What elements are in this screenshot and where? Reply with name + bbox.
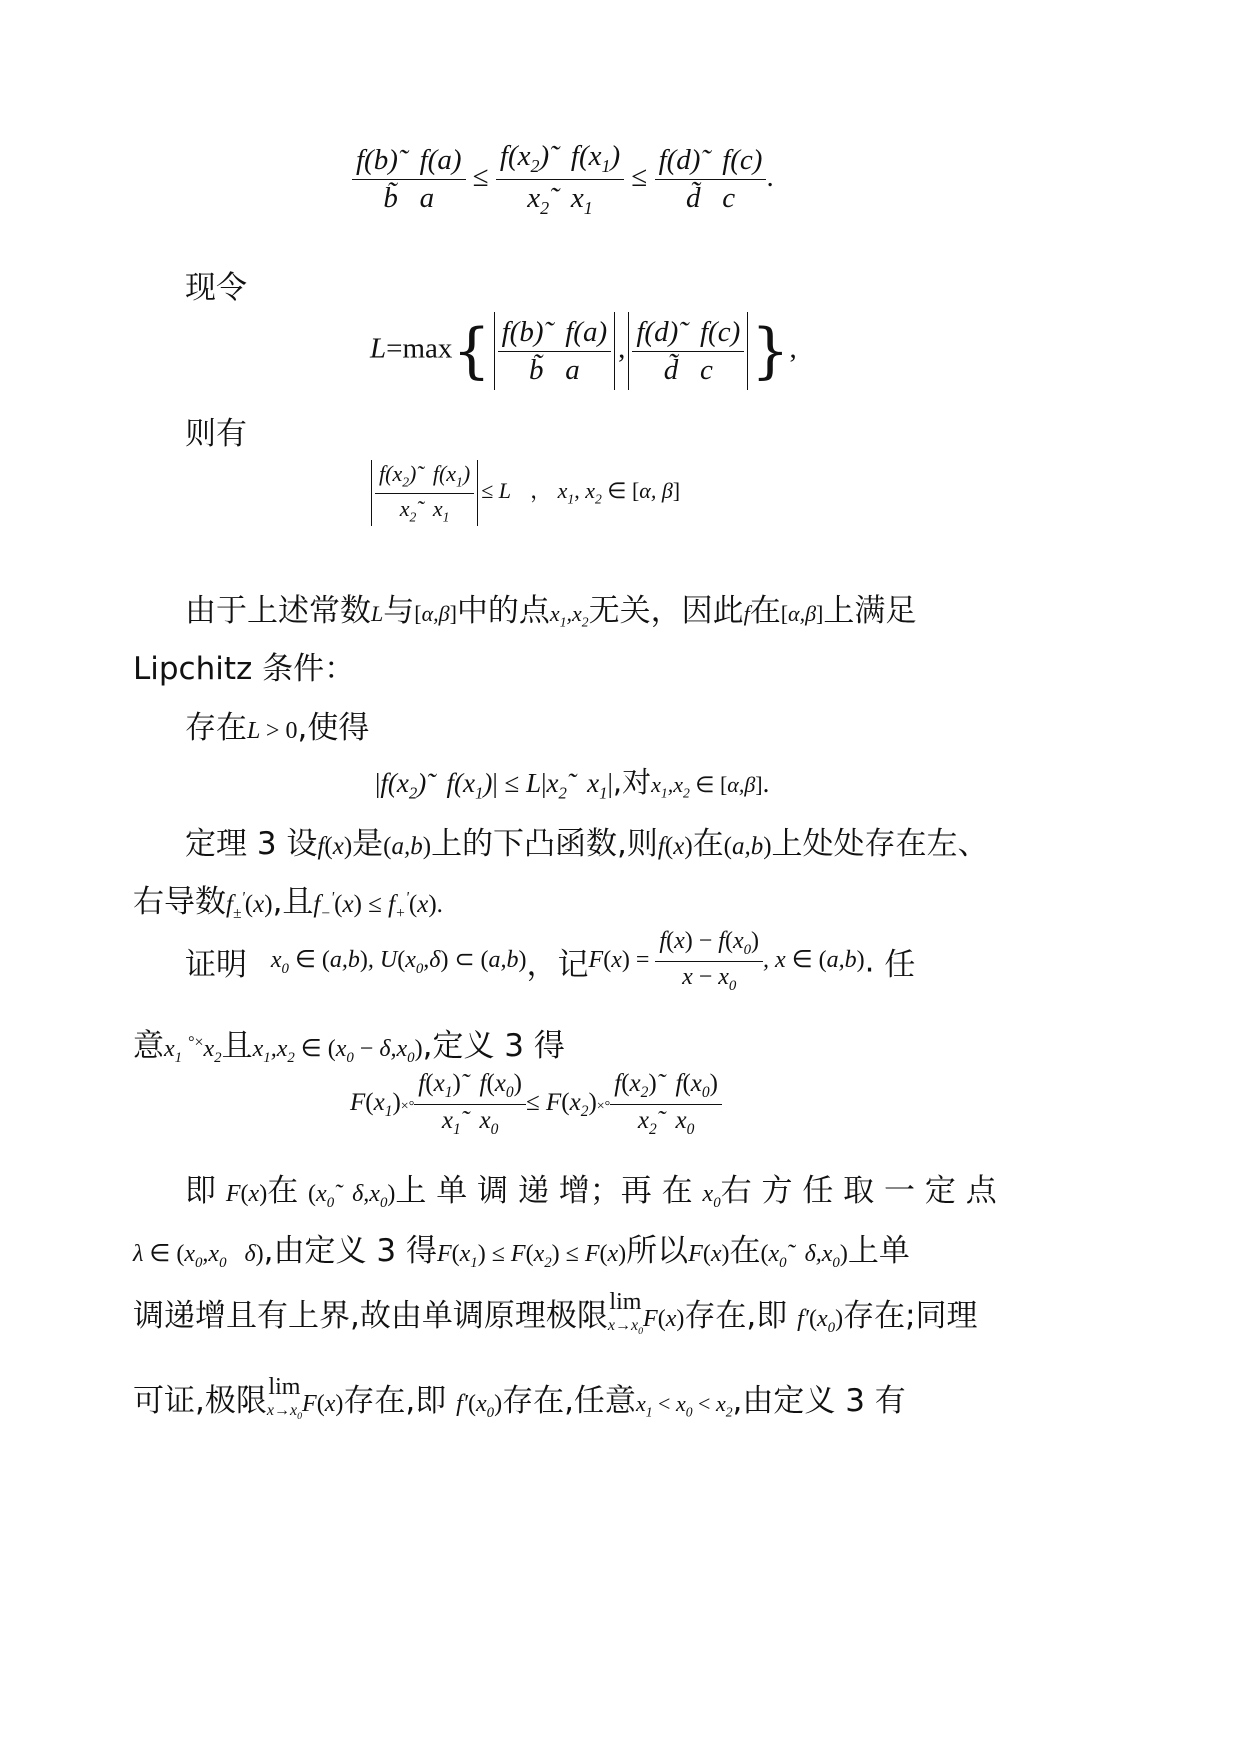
formula-F-monotone: $F(x_1)\times^\circ$ $\frac{f(x_1)̃ f(x_0)}{x_1̃ x_0}$ ≤ $F(x_2)\times^\circ$ $\frac{f(x_2)̃ f(x_0)}{x_2̃ x_0}$ <box>350 1070 722 1139</box>
paragraph-youyu: 由于上述常数L与[α,β]中的点$x_1,x_2$无关，因此f在[α,β]上满足 <box>185 593 917 630</box>
formula-slope-inequality: $\frac{f(b)̃ f(a)}{b̃ a}$ ≤ $\frac{f(x_2)̃ f(x_1)}{x_2̃ x_1}$ ≤ $\frac{f(d)̃ f(c)}{d̃ c}$ . <box>352 140 774 219</box>
paragraph-ke: 可证,极限lim $x\to x_0$ F(x)存在,即 $f'(x_0)$存在,任意$x_1 < x_0 < x_2$,由定义 3 有 <box>133 1374 906 1423</box>
paragraph-mono: 调递增且有上界,故由单调原理极限lim $x\to x_0$ F(x)存在,即 $f'(x_0)$存在;同理 <box>133 1289 978 1338</box>
formula-bound-L: $\frac{f(x_2)̃ f(x_1)}{x_2̃ x_1}$ ≤ L ， $x_1$, $x_2$ ∈ [α, β] <box>368 460 680 526</box>
paragraph-renyi: 意$x_1$ $^{^\circ\times}x_2$且$x_1,x_2$ ∈ $(x_0 - \delta,x_0)$,定义 3 得 <box>133 1028 565 1066</box>
formula-L-max: L=max{ $\frac{f(b)̃ f(a)}{b̃ a}$ , $\frac{f(d)̃ f(c)}{d̃ c}$ }, <box>370 312 797 390</box>
paragraph-lipchitz: Lipchitz 条件： <box>133 651 356 687</box>
formula-lipschitz: $|f(x_2)̃$ $f(x_1)|$ ≤ $L|x_2̃$ $x_1|$,对$x_1,x_2$ ∈ [α,β]. <box>375 765 770 803</box>
proof-line: 证明 $x_0$ ∈ (a,b), $U(x_0,\delta)$ ⊂ (a,b)，记F(x) = $\frac{f(x) - f(x_0)}{x - x_0}$ , x ∈ (a,b). 任 <box>185 928 916 994</box>
paragraph-zeyou: 则有 <box>185 416 247 452</box>
theorem-3-cont: 右导数$f_\pm'(x)$,且$f_-'(x) \le f_+'(x)$. <box>133 884 443 922</box>
theorem-3: 定理 3 设f(x)是(a,b)上的下凸函数,则f(x)在(a,b)上处处存在左、 <box>185 826 989 862</box>
paragraph-ji: 即 F(x)在 ($x_0̃$ $\delta,x_0$)上 单 调 递 增；再 在 $x_0$右 方 任 取 一 定 点 <box>185 1173 997 1211</box>
paragraph-lambda: λ ∈ ($x_0,x_0$ δ),由定义 3 得$F(x_1) \le F(x_2) \le F(x)$所以F(x)在($x_0̃$ $\delta,x_0$)上单 <box>133 1233 910 1271</box>
paragraph-cunzai: 存在L > 0,使得 <box>185 710 370 746</box>
paragraph-xianling: 现令 <box>185 270 247 306</box>
